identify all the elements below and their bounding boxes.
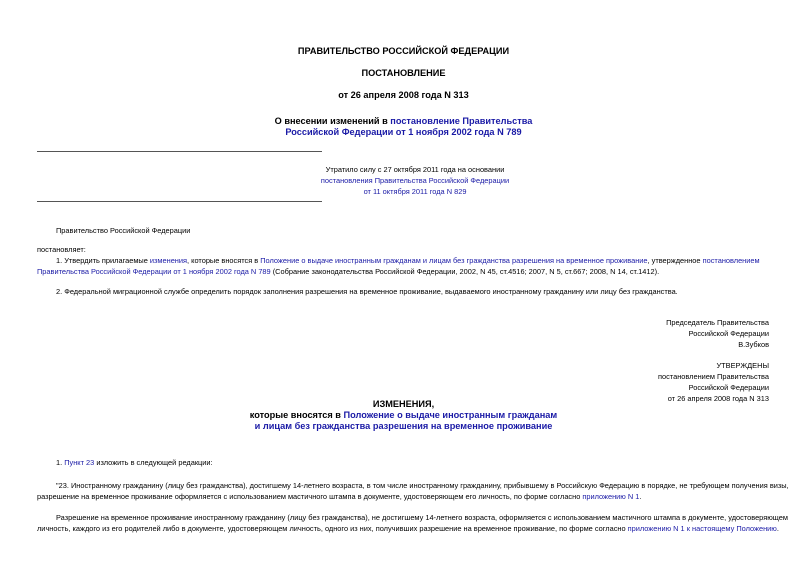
paragraph-1-line2 <box>37 266 659 278</box>
signature-name: В.Зубков <box>738 340 769 349</box>
appendix-1-link[interactable]: приложению N 1 <box>582 492 640 501</box>
status-note-link-line2 <box>307 175 523 187</box>
approval-line1: УТВЕРЖДЕНЫ <box>716 361 769 370</box>
issuer-text: Правительство Российской Федерации <box>56 226 191 235</box>
document-title-line2 <box>0 126 807 138</box>
changes-heading: ИЗМЕНЕНИЯ, <box>372 399 435 409</box>
document-type: ПОСТАНОВЛЕНИЕ <box>361 68 446 78</box>
document-date: от 26 апреля 2008 года N 313 <box>338 90 469 100</box>
item1-number: 1. <box>56 458 65 467</box>
approval-line2: постановлением Правительства <box>658 372 769 381</box>
divider-top <box>37 151 322 152</box>
status-note-line1: Утратило силу с 27 октября 2011 года на основании <box>325 165 505 174</box>
item1-point-link[interactable]: Пункт 23 <box>64 458 95 467</box>
quote2-line1: Разрешение на временное проживание иностранному гражданину (лицу без гражданства), не достигшему 14-летнего возраста, оформляется с использованием мастичного штампа в документе, удостоверяющем <box>56 513 788 522</box>
signature-position-line2: Российской Федерации <box>688 329 769 338</box>
approval-line4: от 26 апреля 2008 года N 313 <box>667 394 769 403</box>
p1-text-a: 1. Утвердить прилагаемые <box>56 256 150 265</box>
regulation-link[interactable]: Положение о выдаче иностранным гражданам и лицам без гражданства разрешения на временное проживание <box>260 256 648 265</box>
decides-text: постановляет: <box>37 245 86 254</box>
government-heading: ПРАВИТЕЛЬСТВО РОССИЙСКОЙ ФЕДЕРАЦИИ <box>297 46 510 56</box>
quote1-line2 <box>37 491 641 503</box>
changes-subheading-line2 <box>0 420 807 432</box>
appendix-1-regulation-link[interactable]: приложению N 1 к настоящему Положению <box>627 524 777 533</box>
title-prefix: О внесении изменений в <box>274 116 391 126</box>
quote2-line2 <box>37 523 779 535</box>
paragraph-1-line1 <box>56 255 760 267</box>
status-note-link-line3 <box>320 186 510 198</box>
divider-bottom <box>37 201 322 202</box>
decree-link-part1[interactable]: постановлением <box>702 256 760 265</box>
decree-link-part2[interactable]: Правительства Российской Федерации от 1 ноября 2002 года N 789 <box>37 267 271 276</box>
changes-regulation-link-line2[interactable]: и лицам без гражданства разрешения на временное проживание <box>254 421 553 431</box>
p1-text-c: , утвержденное <box>647 256 703 265</box>
quote2-text-b: . <box>776 524 779 533</box>
approval-line3: Российской Федерации <box>688 383 769 392</box>
signature-position-line1: Председатель Правительства <box>666 318 769 327</box>
repeal-decree-link[interactable]: постановления Правительства Российской Федерации <box>320 176 510 185</box>
quote2-text-a: личность, каждого из его родителей либо в документе, удостоверяющем личность, одного из них, получивших разрешение на временное проживание, по форме согласно <box>37 524 628 533</box>
title-decree-link[interactable]: постановление Правительства <box>390 116 533 126</box>
quote1-text-a: разрешение на временное проживание оформляется с использованием мастичного штампа в документе, удостоверяющем его личность, по форме согласно <box>37 492 583 501</box>
item1-rest: изложить в следующей редакции: <box>94 458 213 467</box>
changes-link[interactable]: изменения <box>149 256 188 265</box>
quote1-text-b: . <box>639 492 642 501</box>
quote1-line1: "23. Иностранному гражданину (лицу без гражданства), достигшему 14-летнего возраста, в том числе иностранному гражданину, прибывшему в Российскую Федерацию в порядке, не требующем получения визы, <box>56 481 789 490</box>
p1-text-d: (Собрание законодательства Российской Федерации, 2002, N 45, ст.4516; 2007, N 5, ст.667; 2008, N 14, ст.1412). <box>270 267 660 276</box>
changes-sub-prefix: которые вносятся в <box>249 410 344 420</box>
repeal-decree-link-line3[interactable]: от 11 октября 2011 года N 829 <box>363 187 467 196</box>
changes-regulation-link[interactable]: Положение о выдаче иностранным гражданам <box>343 410 558 420</box>
paragraph-2: 2. Федеральной миграционной службе определить порядок заполнения разрешения на временное проживание, выдаваемого иностранному гражданину или лицу без гражданства. <box>56 287 678 296</box>
change-item-1 <box>56 457 213 469</box>
title-decree-link-line2[interactable]: Российской Федерации от 1 ноября 2002 года N 789 <box>285 127 522 137</box>
p1-text-b: , которые вносятся в <box>187 256 261 265</box>
